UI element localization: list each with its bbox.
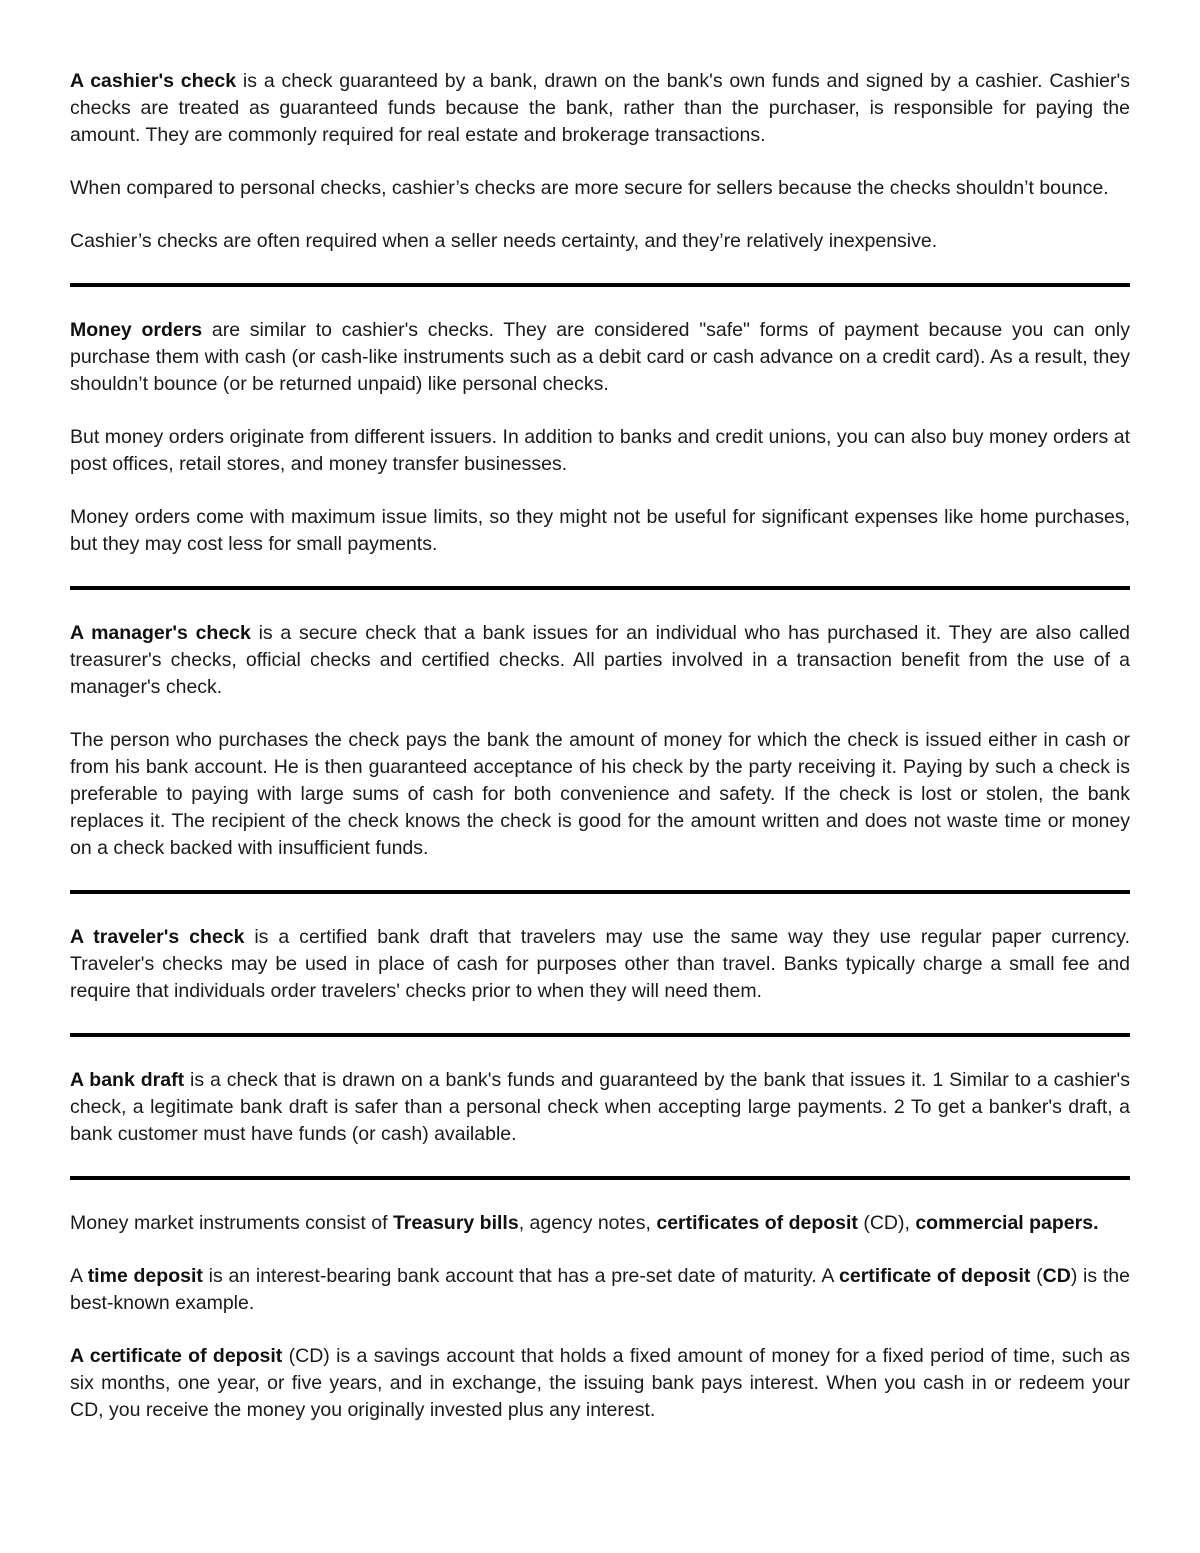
document-page [70,68,1130,1424]
paragraph-text: is a check that is drawn on a bank's funds and guaranteed by the bank that issues it. 1 Similar to a cashier's check, a legitimate bank draft is safer than a personal check when accepting large payments. 2 To get a banker's draft, a bank customer must have funds (or cash) available. [70,1069,1130,1145]
section-divider [70,586,1130,590]
section-cashiers-check [70,68,1130,255]
paragraph-text: is a check guaranteed by a bank, drawn on the bank's own funds and signed by a cashier. Cashier's checks are treated as guaranteed funds because the bank, rather than the purchaser, is responsible for paying the amount. They are commonly required for real estate and brokerage transactions. [70,70,1130,146]
paragraph [70,317,1130,398]
paragraph-text: is a secure check that a bank issues for an individual who has purchased it. They are also called treasurer's checks, official checks and certified checks. All parties involved in a transaction benefit from the use of a manager's check. [70,622,1130,698]
paragraph-text: (CD), [857,1212,916,1234]
paragraph-certificate-of-deposit [70,1343,1130,1424]
paragraph-text: Money market instruments consist of [70,1212,393,1234]
paragraph [70,68,1130,149]
section-managers-check [70,620,1130,862]
section-divider [70,1176,1130,1180]
term-cd: CD [1042,1265,1071,1287]
paragraph: The person who purchases the check pays the bank the amount of money for which the check is issued either in cash or from his bank account. He is then guaranteed acceptance of his check by the party receiving it. Paying by such a check is preferable to paying with large sums of cash for both convenience and safety. If the check is lost or stolen, the bank replaces it. The recipient of the check knows the check is good for the amount written and does not waste time or money on a check backed with insufficient funds. [70,729,1130,859]
term-bank-draft: A bank draft [70,1069,185,1091]
paragraph [70,620,1130,701]
term-certificate-of-deposit: certificate of deposit [839,1265,1031,1287]
term-time-deposit: time deposit [87,1265,203,1287]
term-money-orders: Money orders [70,319,203,341]
paragraph: But money orders originate from different issuers. In addition to banks and credit unions, you can also buy money orders at post offices, retail stores, and money transfer businesses. [70,426,1130,475]
paragraph-text: is an interest-bearing bank account that has a pre-set date of maturity. A [202,1265,840,1287]
section-travelers-check [70,924,1130,1005]
section-divider [70,890,1130,894]
paragraph-text: A [70,1265,88,1287]
term-commercial-papers: commercial papers. [915,1212,1099,1234]
term-managers-check: A manager's check [70,622,251,644]
section-divider [70,1033,1130,1037]
term-certificates-of-deposit: certificates of deposit [656,1212,858,1234]
paragraph-time-deposit [70,1263,1130,1317]
term-a-certificate-of-deposit: A certificate of deposit [70,1345,283,1367]
paragraph-text: are similar to cashier's checks. They are considered "safe" forms of payment because you can only purchase them with cash (or cash-like instruments such as a debit card or cash advance on a credit card). As a result, they shouldn’t bounce (or be returned unpaid) like personal checks. [70,319,1130,395]
paragraph: When compared to personal checks, cashier’s checks are more secure for sellers because the checks shouldn’t bounce. [70,177,1109,199]
term-treasury-bills: Treasury bills [392,1212,519,1234]
paragraph [70,924,1130,1005]
paragraph [70,1067,1130,1148]
section-money-orders [70,317,1130,558]
paragraph-text: ( [1030,1265,1043,1287]
paragraph-money-market [70,1210,1130,1237]
term-travelers-check: A traveler's check [70,926,245,948]
section-bank-draft [70,1067,1130,1148]
paragraph-text: , agency notes, [518,1212,657,1234]
paragraph-text: is a certified bank draft that travelers may use the same way they use regular paper currency. Traveler's checks may be used in place of cash for purposes other than travel. Banks typically charge a small fee and require that individuals order travelers' checks prior to when they will need them. [70,926,1130,1002]
paragraph: Money orders come with maximum issue limits, so they might not be useful for significant expenses like home purchases, but they may cost less for small payments. [70,506,1130,555]
term-cashiers-check: A cashier's check [70,70,237,92]
paragraph-text: ) is the best-known example. [70,1265,1130,1314]
section-money-market [70,1210,1130,1424]
section-divider [70,283,1130,287]
paragraph-text: (CD) is a savings account that holds a fixed amount of money for a fixed period of time, such as six months, one year, or five years, and in exchange, the issuing bank pays interest. When you cash in or redeem your CD, you receive the money you originally invested plus any interest. [70,1345,1131,1421]
paragraph: Cashier’s checks are often required when a seller needs certainty, and they’re relatively inexpensive. [70,230,938,252]
